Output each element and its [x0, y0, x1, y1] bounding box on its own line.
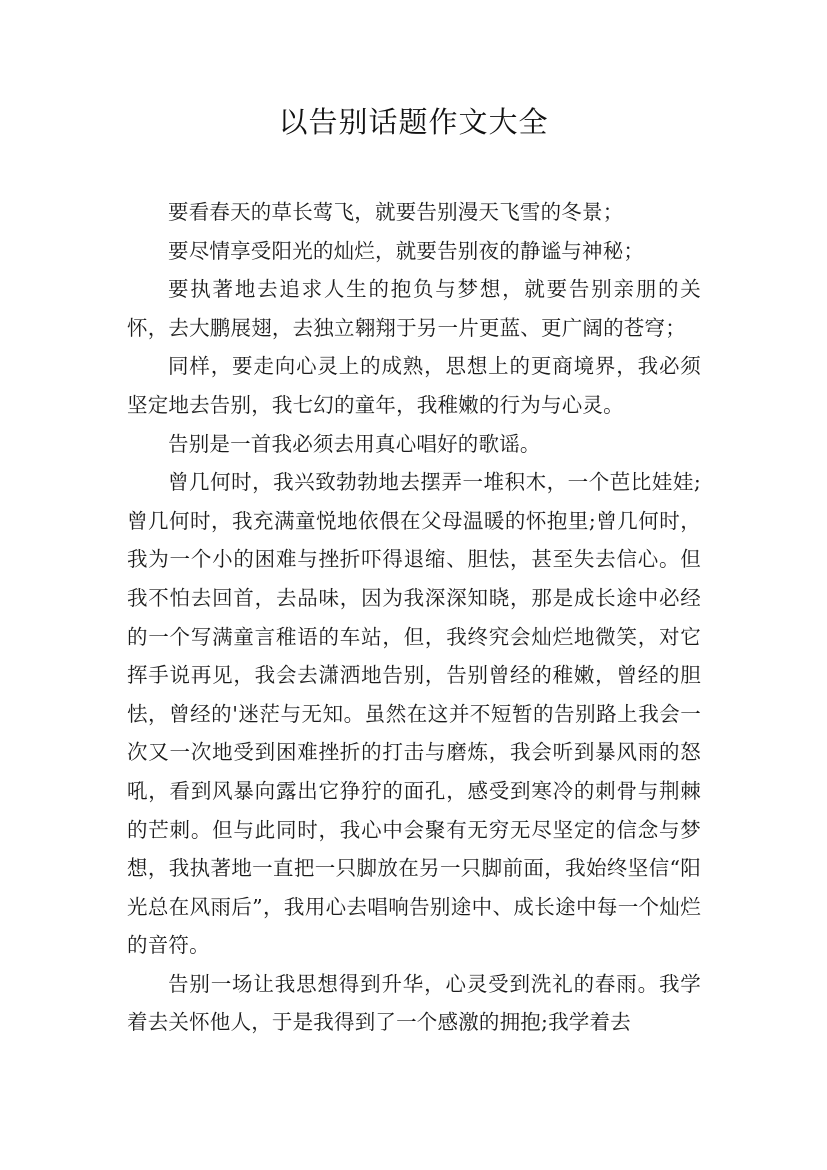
paragraph: 曾几何时，我兴致勃勃地去摆弄一堆积木，一个芭比娃娃;曾几何时，我充满童悦地依偎在父母温暖的怀抱里;曾几何时，我为一个小的困难与挫折吓得退缩、胆怯，甚至失去信心。但我不怕去回首，去品味，因为我深深知晓，那是成长途中必经的一个写满童言稚语的车站，但，我终究会灿烂地微笑，对它挥手说再见，我会去潇洒地告别，告别曾经的稚嫩，曾经的胆怯，曾经的'迷茫与无知。虽然在这并不短暂的告别路上我会一次又一次地受到困难挫折的打击与磨炼，我会听到暴风雨的怒吼，看到风暴向露出它狰狞的面孔，感受到寒冷的刺骨与荆棘的芒刺。但与此同时，我心中会聚有无穷无尽坚定的信念与梦想，我执著地一直把一只脚放在另一只脚前面，我始终坚信“阳光总在风雨后”，我用心去唱响告别途中、成长途中每一个灿烂的音符。	[127, 470, 701, 958]
paragraph: 要尽情享受阳光的灿烂，就要告别夜的静谧与神秘；	[168, 238, 645, 263]
paragraph: 要看春天的草长莺飞，就要告别漫天飞雪的冬景；	[168, 200, 624, 224]
paragraph: 告别一场让我思想得到升华，心灵受到洗礼的春雨。我学着去关怀他人，于是我得到了一个感激的拥抱;我学着去	[127, 971, 701, 1035]
paragraph: 同样，要走向心灵上的成熟，思想上的更商境界，我必须坚定地去告别，我七幻的童年，我稚嫩的行为与心灵。	[127, 354, 701, 417]
document-body	[127, 193, 701, 1042]
document-title: 以告别话题作文大全	[278, 105, 549, 139]
paragraph: 要执著地去追求人生的抱负与梦想，就要告别亲朋的关怀，去大鹏展翅，去独立翱翔于另一片更蓝、更广阔的苍穹；	[127, 277, 701, 340]
paragraph: 告别是一首我必须去用真心唱好的歌谣。	[168, 431, 541, 456]
